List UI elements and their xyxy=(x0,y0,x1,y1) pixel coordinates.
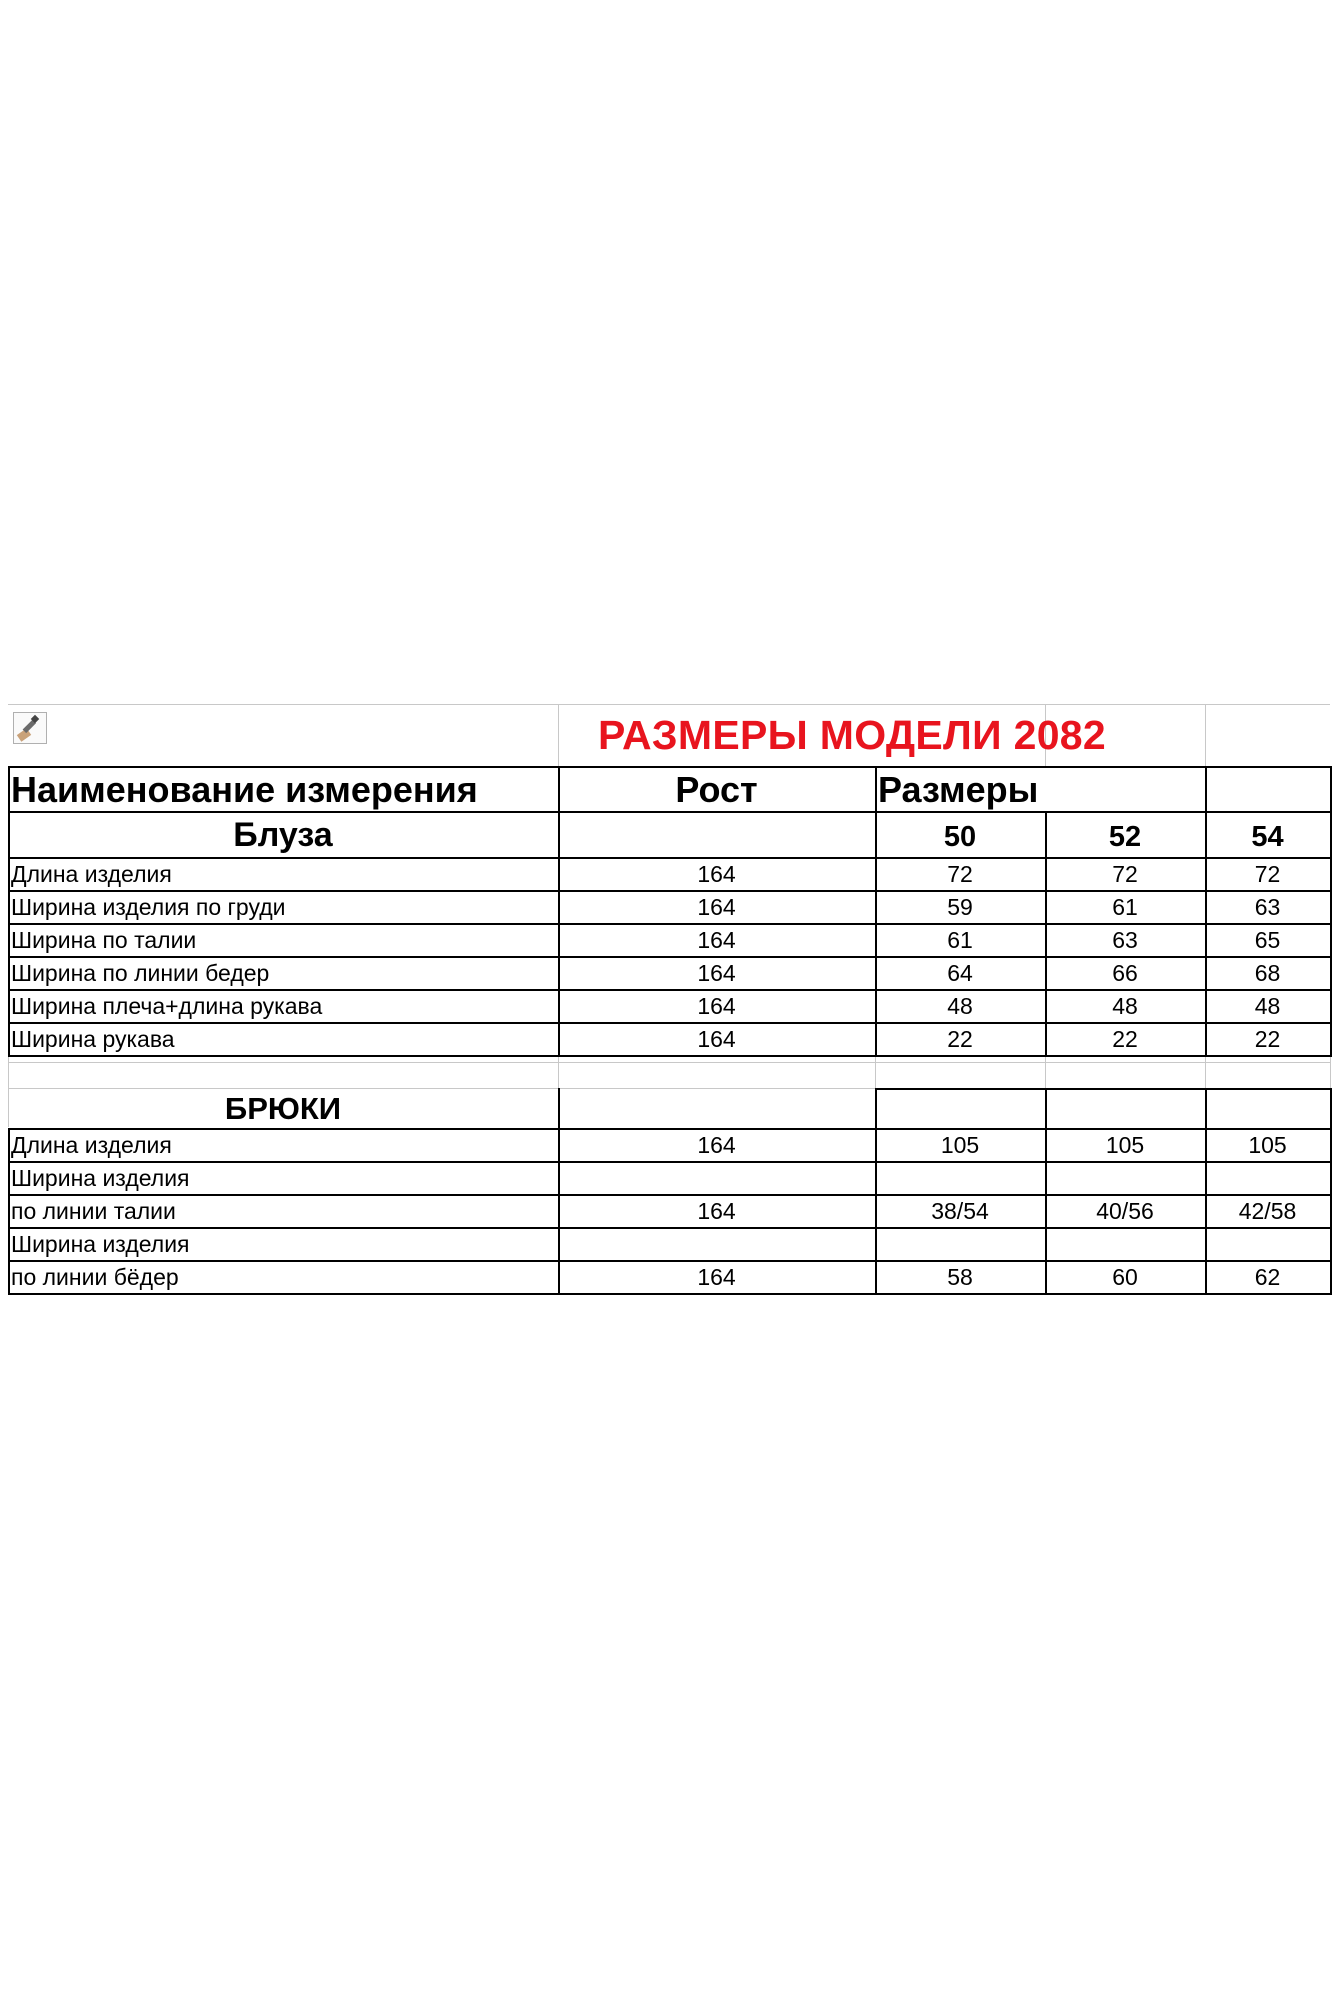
row-value: 61 xyxy=(947,927,973,953)
row-value: 59 xyxy=(947,894,973,920)
row-label: Ширина по талии xyxy=(11,927,197,953)
table-border xyxy=(8,1055,1330,1057)
table-border xyxy=(8,1293,1330,1295)
row-value: 22 xyxy=(1112,1026,1138,1052)
row-value: 62 xyxy=(1254,1264,1281,1290)
section-trousers: БРЮКИ xyxy=(224,1091,342,1126)
table-border xyxy=(875,1088,1330,1090)
row-value: 48 xyxy=(947,993,973,1019)
row-value xyxy=(1045,1229,1205,1260)
table-border xyxy=(1330,1088,1332,1295)
row-value: 72 xyxy=(947,861,973,887)
row-height: 164 xyxy=(697,927,736,953)
row-value: 48 xyxy=(1254,993,1281,1019)
row-value: 68 xyxy=(1254,960,1281,986)
row-height: 164 xyxy=(697,993,736,1019)
row-height: 164 xyxy=(697,1026,736,1052)
row-label: по линии бёдер xyxy=(11,1264,179,1290)
row-label: Ширина плеча+длина рукава xyxy=(11,993,323,1019)
row-value xyxy=(1205,1163,1330,1194)
table-border xyxy=(1330,766,1332,1057)
row-height: 164 xyxy=(697,1198,736,1224)
paint-brush-icon[interactable] xyxy=(13,712,47,744)
row-height xyxy=(558,1229,875,1260)
row-height: 164 xyxy=(697,861,736,887)
page-title: РАЗМЕРЫ МОДЕЛИ 2082 xyxy=(597,711,1106,758)
row-value: 105 xyxy=(940,1132,980,1158)
row-value: 42/58 xyxy=(1238,1198,1297,1224)
gridline xyxy=(1205,704,1206,766)
row-label: Длина изделия xyxy=(11,861,172,887)
gridline xyxy=(8,1062,1330,1063)
row-value: 58 xyxy=(947,1264,973,1290)
row-value: 72 xyxy=(1254,861,1281,887)
gridline xyxy=(1045,1057,1046,1091)
size-label: 50 xyxy=(943,820,977,853)
row-value: 60 xyxy=(1112,1264,1138,1290)
row-value: 63 xyxy=(1112,927,1138,953)
row-value: 64 xyxy=(947,960,973,986)
row-value: 22 xyxy=(1254,1026,1281,1052)
header-measurement: Наименование измерения xyxy=(11,768,478,810)
row-value: 63 xyxy=(1254,894,1281,920)
row-label: Ширина изделия по груди xyxy=(11,894,286,920)
header-height: Рост xyxy=(675,768,758,810)
row-height: 164 xyxy=(697,1264,736,1290)
row-value xyxy=(1205,1229,1330,1260)
gridline xyxy=(1205,1057,1206,1091)
row-height: 164 xyxy=(697,894,736,920)
row-value: 22 xyxy=(947,1026,973,1052)
row-value: 48 xyxy=(1112,993,1138,1019)
row-value: 65 xyxy=(1254,927,1281,953)
row-height: 164 xyxy=(697,960,736,986)
row-label: Ширина по линии бедер xyxy=(11,960,270,986)
row-value: 72 xyxy=(1112,861,1138,887)
row-label: Ширина изделия xyxy=(11,1165,190,1191)
row-label: Ширина рукава xyxy=(11,1026,175,1052)
row-label: по линии талии xyxy=(11,1198,176,1224)
row-height xyxy=(558,1163,875,1194)
header-sizes: Размеры xyxy=(878,768,1039,810)
row-height: 164 xyxy=(697,1132,736,1158)
row-label: Длина изделия xyxy=(11,1132,172,1158)
row-value: 66 xyxy=(1112,960,1138,986)
row-value: 105 xyxy=(1105,1132,1145,1158)
row-value: 105 xyxy=(1248,1132,1287,1158)
gridline xyxy=(558,1057,559,1091)
size-label: 54 xyxy=(1251,820,1284,853)
row-value: 38/54 xyxy=(931,1198,989,1224)
size-label: 52 xyxy=(1108,820,1142,853)
row-label: Ширина изделия xyxy=(11,1231,190,1257)
row-value xyxy=(875,1163,1045,1194)
gridline xyxy=(1330,1057,1331,1091)
row-value: 61 xyxy=(1112,894,1138,920)
row-value xyxy=(1045,1163,1205,1194)
gridline xyxy=(875,1057,876,1091)
row-value xyxy=(875,1229,1045,1260)
row-value: 40/56 xyxy=(1096,1198,1154,1224)
section-blouse: Блуза xyxy=(233,815,333,854)
